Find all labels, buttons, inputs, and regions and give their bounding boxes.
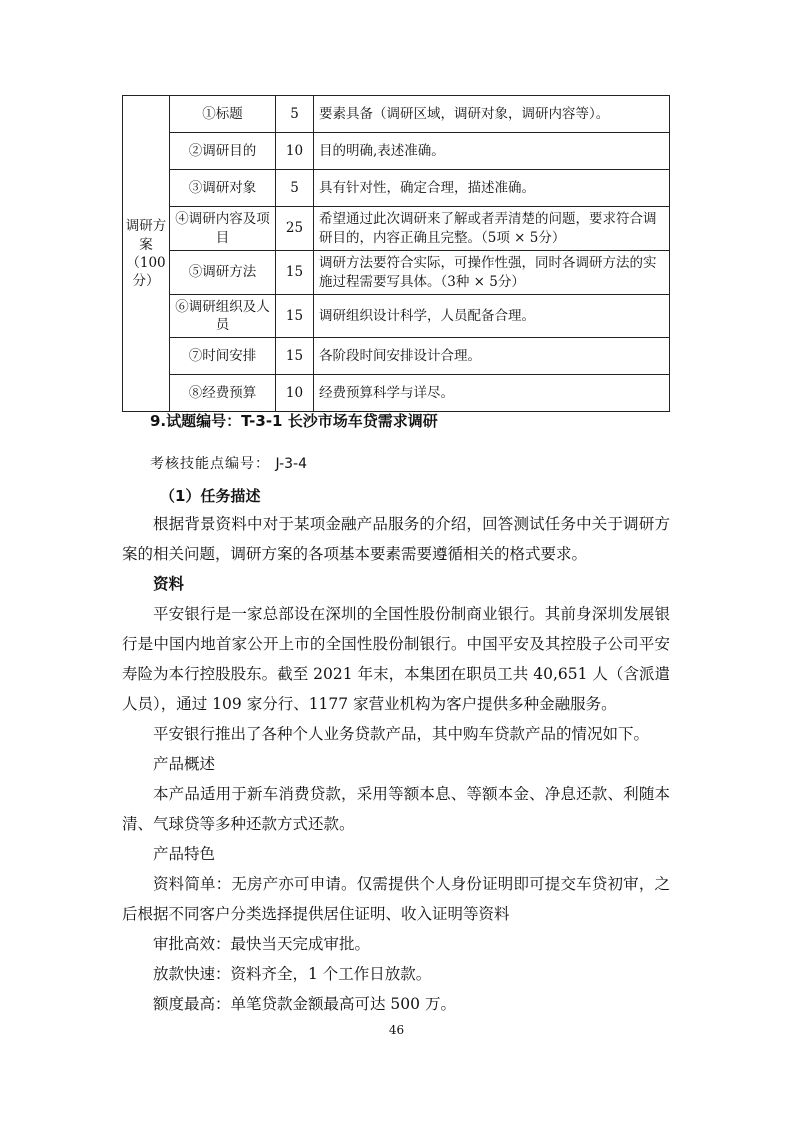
paragraph: 放款快速：资料齐全，1 个工作日放款。 bbox=[153, 965, 432, 983]
knowledge-point-code: J-3-4 bbox=[275, 456, 308, 472]
page-number: 46 bbox=[388, 1023, 405, 1037]
item-cell: ③调研对象 bbox=[170, 170, 276, 207]
requirement-cell: 调研方法要符合实际，可操作性强，同时各调研方法的实施过程需要写具体。（3种 × 5分） bbox=[314, 251, 670, 295]
score-cell: 15 bbox=[276, 338, 314, 375]
score-cell: 25 bbox=[276, 207, 314, 251]
table-row bbox=[123, 251, 670, 295]
paragraph: 产品概述 bbox=[153, 755, 216, 773]
scoring-rubric-table bbox=[122, 95, 670, 412]
item-cell: ①标题 bbox=[170, 96, 276, 133]
requirement-cell: 各阶段时间安排设计合理。 bbox=[314, 338, 670, 375]
item-cell: ⑤调研方法 bbox=[170, 251, 276, 295]
requirement-cell: 要素具备（调研区域，调研对象，调研内容等）。 bbox=[314, 96, 670, 133]
table-row bbox=[123, 295, 670, 338]
requirement-cell: 希望通过此次调研来了解或者弄清楚的问题，要求符合调研目的，内容正确且完整。（5项 × 5分） bbox=[314, 207, 670, 251]
table-row bbox=[123, 338, 670, 375]
item-cell: ⑧经费预算 bbox=[170, 375, 276, 412]
requirement-cell: 目的明确,表述准确。 bbox=[314, 133, 670, 170]
paragraph: 额度最高：单笔贷款金额最高可达 500 万。 bbox=[153, 995, 456, 1013]
knowledge-point bbox=[150, 453, 307, 473]
table-row bbox=[123, 375, 670, 412]
item-cell: ⑦时间安排 bbox=[170, 338, 276, 375]
item-cell: ②调研目的 bbox=[170, 133, 276, 170]
paragraph: 产品特色 bbox=[153, 845, 216, 863]
table-row bbox=[123, 207, 670, 251]
rubric-body bbox=[123, 96, 670, 412]
paragraph: 本产品适用于新车消费贷款，采用等额本息、等额本金、净息还款、利随本清、气球贷等多种还款方式还款。 bbox=[122, 785, 670, 833]
paragraph: 平安银行是一家总部设在深圳的全国性股份制商业银行。其前身深圳发展银行是中国内地首家公开上市的全国性股份制银行。中国平安及其控股子公司平安寿险为本行控股股东。截至 2021 年末，本集团在职员工共 40,651 人（含派遣人员），通过 109 家分行、1177 家营业机构为客户提供多种金融服务。 bbox=[122, 605, 670, 713]
score-cell: 15 bbox=[276, 251, 314, 295]
score-cell: 10 bbox=[276, 133, 314, 170]
paragraph: 审批高效：最快当天完成审批。 bbox=[153, 935, 371, 953]
table-row bbox=[123, 133, 670, 170]
score-cell: 10 bbox=[276, 375, 314, 412]
score-cell: 15 bbox=[276, 295, 314, 338]
requirement-cell: 经费预算科学与详尽。 bbox=[314, 375, 670, 412]
section-title: （1）任务描述 bbox=[160, 487, 261, 505]
table-row bbox=[123, 96, 670, 133]
item-cell: ④调研内容及项目 bbox=[170, 207, 276, 251]
knowledge-point-label: 考核技能点编号： bbox=[150, 456, 270, 472]
score-cell: 5 bbox=[276, 170, 314, 207]
paragraph: 平安银行推出了各种个人业务贷款产品，其中购车贷款产品的情况如下。 bbox=[153, 725, 650, 743]
score-cell: 5 bbox=[276, 96, 314, 133]
paragraph: 根据背景资料中对于某项金融产品服务的介绍，回答测试任务中关于调研方案的相关问题，调研方案的各项基本要素需要遵循相关的格式要求。 bbox=[122, 515, 670, 563]
table-row bbox=[123, 170, 670, 207]
paragraph: 资料简单：无房产亦可申请。仅需提供个人身份证明即可提交车贷初审，之后根据不同客户分类选择提供居住证明、收入证明等资料 bbox=[122, 875, 670, 923]
paragraph: 资料 bbox=[153, 575, 185, 593]
category-cell: 调研方案（100分） bbox=[123, 96, 170, 412]
requirement-cell: 调研组织设计科学，人员配备合理。 bbox=[314, 295, 670, 338]
requirement-cell: 具有针对性，确定合理，描述准确。 bbox=[314, 170, 670, 207]
question-heading: 9.试题编号：T-3-1 长沙市场车贷需求调研 bbox=[150, 412, 438, 430]
item-cell: ⑥调研组织及人员 bbox=[170, 295, 276, 338]
body-text bbox=[122, 509, 670, 1019]
